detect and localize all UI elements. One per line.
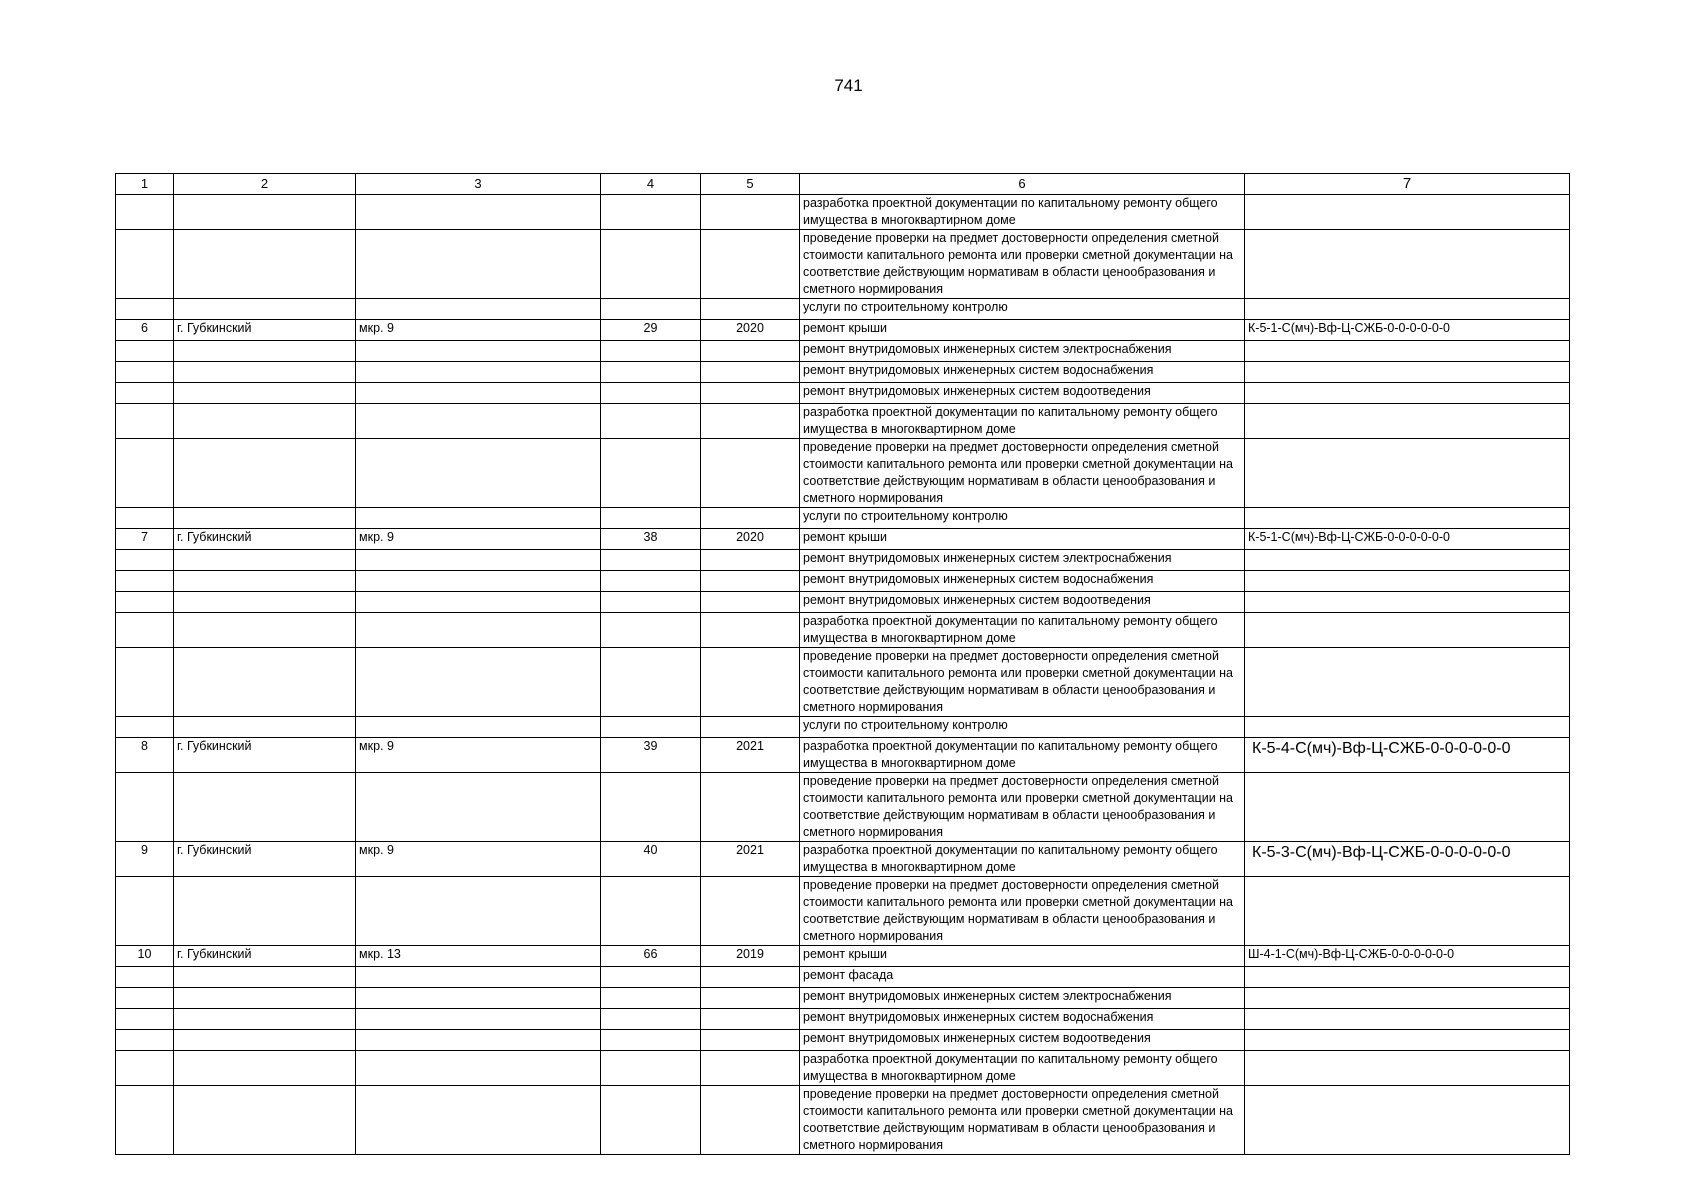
cell-year — [701, 592, 800, 613]
cell-city — [174, 508, 356, 529]
cell-house: 39 — [601, 738, 701, 773]
cell-city — [174, 1086, 356, 1155]
cell-house-code — [1245, 717, 1570, 738]
table-row — [116, 529, 1570, 550]
cell-city — [174, 877, 356, 946]
column-header-3: 3 — [356, 174, 601, 195]
repair-program-table — [115, 173, 1570, 1155]
cell-house — [601, 341, 701, 362]
table-row — [116, 717, 1570, 738]
cell-house — [601, 508, 701, 529]
cell-city — [174, 717, 356, 738]
page-number: 741 — [834, 76, 863, 95]
cell-work-type: ремонт внутридомовых инженерных систем электроснабжения — [800, 988, 1245, 1009]
cell-house — [601, 773, 701, 842]
cell-work-type: проведение проверки на предмет достоверности определения сметной стоимости капитального ремонта или проверки сметной документации на соответствие действующим нормативам в области ценообразования и сметного нормирования — [800, 439, 1245, 508]
cell-house-code — [1245, 592, 1570, 613]
table-row — [116, 967, 1570, 988]
table-row — [116, 383, 1570, 404]
cell-house-code — [1245, 439, 1570, 508]
cell-city — [174, 404, 356, 439]
cell-work-type: ремонт внутридомовых инженерных систем водоснабжения — [800, 362, 1245, 383]
cell-year — [701, 773, 800, 842]
table-row — [116, 404, 1570, 439]
cell-year — [701, 613, 800, 648]
cell-house — [601, 1009, 701, 1030]
cell-city — [174, 195, 356, 230]
cell-house: 38 — [601, 529, 701, 550]
cell-street — [356, 383, 601, 404]
cell-number — [116, 362, 174, 383]
cell-city: г. Губкинский — [174, 946, 356, 967]
column-header-7: 7 — [1245, 174, 1570, 195]
column-header-6: 6 — [800, 174, 1245, 195]
cell-street — [356, 550, 601, 571]
table-row — [116, 842, 1570, 877]
cell-number — [116, 299, 174, 320]
cell-year — [701, 383, 800, 404]
cell-city — [174, 299, 356, 320]
cell-work-type: ремонт внутридомовых инженерных систем водоотведения — [800, 1030, 1245, 1051]
cell-work-type: разработка проектной документации по капитальному ремонту общего имущества в многоквартирном доме — [800, 842, 1245, 877]
table-row — [116, 571, 1570, 592]
cell-house-code — [1245, 571, 1570, 592]
cell-city — [174, 967, 356, 988]
cell-house-code — [1245, 299, 1570, 320]
table-row — [116, 230, 1570, 299]
cell-street — [356, 404, 601, 439]
cell-number — [116, 550, 174, 571]
cell-year — [701, 1009, 800, 1030]
cell-number — [116, 195, 174, 230]
cell-year — [701, 571, 800, 592]
table-row — [116, 362, 1570, 383]
table-row — [116, 550, 1570, 571]
cell-street — [356, 1030, 601, 1051]
cell-street: мкр. 9 — [356, 320, 601, 341]
cell-house-code — [1245, 383, 1570, 404]
cell-year — [701, 1086, 800, 1155]
cell-city — [174, 362, 356, 383]
cell-house — [601, 967, 701, 988]
cell-city — [174, 571, 356, 592]
table-row — [116, 508, 1570, 529]
cell-year — [701, 508, 800, 529]
cell-work-type: ремонт фасада — [800, 967, 1245, 988]
cell-house — [601, 877, 701, 946]
cell-work-type: разработка проектной документации по капитальному ремонту общего имущества в многоквартирном доме — [800, 1051, 1245, 1086]
cell-work-type: разработка проектной документации по капитальному ремонту общего имущества в многоквартирном доме — [800, 195, 1245, 230]
cell-house-code — [1245, 550, 1570, 571]
cell-street: мкр. 13 — [356, 946, 601, 967]
column-header-2: 2 — [174, 174, 356, 195]
cell-work-type: ремонт внутридомовых инженерных систем водоотведения — [800, 592, 1245, 613]
cell-house — [601, 383, 701, 404]
cell-house — [601, 1030, 701, 1051]
cell-city: г. Губкинский — [174, 842, 356, 877]
cell-year — [701, 299, 800, 320]
cell-street — [356, 195, 601, 230]
cell-number — [116, 648, 174, 717]
cell-number — [116, 1030, 174, 1051]
cell-work-type: проведение проверки на предмет достоверности определения сметной стоимости капитального ремонта или проверки сметной документации на соответствие действующим нормативам в области ценообразования и сметного нормирования — [800, 773, 1245, 842]
cell-work-type: услуги по строительному контролю — [800, 508, 1245, 529]
cell-year — [701, 550, 800, 571]
cell-work-type: ремонт внутридомовых инженерных систем электроснабжения — [800, 341, 1245, 362]
cell-year: 2019 — [701, 946, 800, 967]
cell-street: мкр. 9 — [356, 529, 601, 550]
cell-house-code — [1245, 1030, 1570, 1051]
cell-number — [116, 967, 174, 988]
cell-house-code: К-5-3-С(мч)-Вф-Ц-СЖБ-0-0-0-0-0-0 — [1245, 842, 1570, 877]
cell-house-code — [1245, 404, 1570, 439]
table-row — [116, 1051, 1570, 1086]
cell-street — [356, 967, 601, 988]
cell-street — [356, 773, 601, 842]
table-row — [116, 341, 1570, 362]
cell-house: 66 — [601, 946, 701, 967]
cell-number — [116, 613, 174, 648]
cell-city: г. Губкинский — [174, 529, 356, 550]
cell-city: г. Губкинский — [174, 738, 356, 773]
cell-house-code — [1245, 1086, 1570, 1155]
cell-street — [356, 439, 601, 508]
cell-number — [116, 1009, 174, 1030]
cell-house — [601, 550, 701, 571]
cell-street — [356, 1051, 601, 1086]
cell-street — [356, 299, 601, 320]
cell-work-type: ремонт внутридомовых инженерных систем электроснабжения — [800, 550, 1245, 571]
cell-year — [701, 988, 800, 1009]
cell-year — [701, 404, 800, 439]
cell-street — [356, 1009, 601, 1030]
cell-year — [701, 362, 800, 383]
table-row — [116, 299, 1570, 320]
table-row — [116, 988, 1570, 1009]
cell-number: 10 — [116, 946, 174, 967]
cell-work-type: проведение проверки на предмет достоверности определения сметной стоимости капитального ремонта или проверки сметной документации на соответствие действующим нормативам в области ценообразования и сметного нормирования — [800, 1086, 1245, 1155]
cell-number — [116, 404, 174, 439]
cell-year: 2020 — [701, 529, 800, 550]
cell-year: 2020 — [701, 320, 800, 341]
table-row — [116, 946, 1570, 967]
cell-street: мкр. 9 — [356, 842, 601, 877]
cell-city — [174, 648, 356, 717]
cell-street — [356, 717, 601, 738]
cell-city — [174, 439, 356, 508]
cell-street — [356, 592, 601, 613]
cell-house — [601, 195, 701, 230]
cell-number — [116, 439, 174, 508]
cell-city — [174, 1051, 356, 1086]
cell-work-type: ремонт крыши — [800, 529, 1245, 550]
cell-year — [701, 648, 800, 717]
cell-house-code — [1245, 988, 1570, 1009]
cell-house-code — [1245, 1009, 1570, 1030]
cell-year — [701, 1030, 800, 1051]
cell-work-type: разработка проектной документации по капитальному ремонту общего имущества в многоквартирном доме — [800, 738, 1245, 773]
cell-work-type: ремонт крыши — [800, 946, 1245, 967]
cell-year — [701, 717, 800, 738]
cell-work-type: проведение проверки на предмет достоверности определения сметной стоимости капитального ремонта или проверки сметной документации на соответствие действующим нормативам в области ценообразования и сметного нормирования — [800, 230, 1245, 299]
cell-year — [701, 967, 800, 988]
cell-year — [701, 230, 800, 299]
cell-number — [116, 592, 174, 613]
cell-street — [356, 613, 601, 648]
cell-work-type: разработка проектной документации по капитальному ремонту общего имущества в многоквартирном доме — [800, 404, 1245, 439]
cell-house-code — [1245, 967, 1570, 988]
column-header-4: 4 — [601, 174, 701, 195]
table-row — [116, 613, 1570, 648]
cell-city — [174, 550, 356, 571]
cell-city — [174, 1030, 356, 1051]
cell-number: 7 — [116, 529, 174, 550]
cell-house-code — [1245, 230, 1570, 299]
cell-house-code: К-5-4-С(мч)-Вф-Ц-СЖБ-0-0-0-0-0-0 — [1245, 738, 1570, 773]
cell-house-code: Ш-4-1-С(мч)-Вф-Ц-СЖБ-0-0-0-0-0-0 — [1245, 946, 1570, 967]
cell-city — [174, 592, 356, 613]
cell-year — [701, 1051, 800, 1086]
cell-work-type: ремонт внутридомовых инженерных систем водоотведения — [800, 383, 1245, 404]
cell-house — [601, 613, 701, 648]
cell-city — [174, 341, 356, 362]
cell-house: 29 — [601, 320, 701, 341]
cell-number: 6 — [116, 320, 174, 341]
cell-house — [601, 571, 701, 592]
cell-street — [356, 988, 601, 1009]
cell-house-code — [1245, 195, 1570, 230]
cell-house — [601, 1086, 701, 1155]
cell-number — [116, 877, 174, 946]
cell-work-type: проведение проверки на предмет достоверности определения сметной стоимости капитального ремонта или проверки сметной документации на соответствие действующим нормативам в области ценообразования и сметного нормирования — [800, 648, 1245, 717]
cell-work-type: ремонт крыши — [800, 320, 1245, 341]
cell-city: г. Губкинский — [174, 320, 356, 341]
table-row — [116, 320, 1570, 341]
table-row — [116, 738, 1570, 773]
cell-work-type: услуги по строительному контролю — [800, 299, 1245, 320]
cell-house — [601, 592, 701, 613]
cell-city — [174, 773, 356, 842]
cell-house-code — [1245, 1051, 1570, 1086]
cell-number: 8 — [116, 738, 174, 773]
cell-number — [116, 341, 174, 362]
cell-house — [601, 1051, 701, 1086]
table-row — [116, 439, 1570, 508]
cell-work-type: ремонт внутридомовых инженерных систем водоснабжения — [800, 571, 1245, 592]
table-row — [116, 648, 1570, 717]
cell-number: 9 — [116, 842, 174, 877]
cell-house — [601, 717, 701, 738]
cell-number — [116, 1086, 174, 1155]
cell-city — [174, 383, 356, 404]
cell-house — [601, 230, 701, 299]
cell-city — [174, 230, 356, 299]
cell-house-code: К-5-1-С(мч)-Вф-Ц-СЖБ-0-0-0-0-0-0 — [1245, 529, 1570, 550]
table-row — [116, 1086, 1570, 1155]
cell-year: 2021 — [701, 738, 800, 773]
cell-house — [601, 648, 701, 717]
column-header-5: 5 — [701, 174, 800, 195]
cell-year — [701, 877, 800, 946]
cell-street — [356, 230, 601, 299]
cell-house — [601, 362, 701, 383]
cell-number — [116, 383, 174, 404]
cell-number — [116, 1051, 174, 1086]
cell-house — [601, 404, 701, 439]
cell-work-type: услуги по строительному контролю — [800, 717, 1245, 738]
table-body — [116, 195, 1570, 1155]
column-header-1: 1 — [116, 174, 174, 195]
cell-year — [701, 195, 800, 230]
cell-house-code: К-5-1-С(мч)-Вф-Ц-СЖБ-0-0-0-0-0-0 — [1245, 320, 1570, 341]
cell-street — [356, 508, 601, 529]
cell-street — [356, 877, 601, 946]
cell-year — [701, 341, 800, 362]
table-row — [116, 773, 1570, 842]
cell-house-code — [1245, 877, 1570, 946]
cell-year — [701, 439, 800, 508]
cell-city — [174, 1009, 356, 1030]
cell-number — [116, 773, 174, 842]
cell-street — [356, 1086, 601, 1155]
table-row — [116, 592, 1570, 613]
cell-house-code — [1245, 362, 1570, 383]
cell-street — [356, 571, 601, 592]
cell-number — [116, 717, 174, 738]
cell-street — [356, 362, 601, 383]
cell-year: 2021 — [701, 842, 800, 877]
cell-house: 40 — [601, 842, 701, 877]
cell-number — [116, 988, 174, 1009]
cell-city — [174, 613, 356, 648]
cell-street — [356, 341, 601, 362]
table-row — [116, 1030, 1570, 1051]
cell-street: мкр. 9 — [356, 738, 601, 773]
cell-house — [601, 439, 701, 508]
cell-house-code — [1245, 508, 1570, 529]
table-row — [116, 195, 1570, 230]
cell-house-code — [1245, 773, 1570, 842]
cell-house — [601, 299, 701, 320]
cell-house-code — [1245, 648, 1570, 717]
header-row — [116, 174, 1570, 195]
cell-number — [116, 571, 174, 592]
cell-house-code — [1245, 613, 1570, 648]
cell-number — [116, 508, 174, 529]
cell-work-type: ремонт внутридомовых инженерных систем водоснабжения — [800, 1009, 1245, 1030]
table-row — [116, 877, 1570, 946]
cell-work-type: проведение проверки на предмет достоверности определения сметной стоимости капитального ремонта или проверки сметной документации на соответствие действующим нормативам в области ценообразования и сметного нормирования — [800, 877, 1245, 946]
cell-house — [601, 988, 701, 1009]
table-row — [116, 1009, 1570, 1030]
cell-street — [356, 648, 601, 717]
cell-number — [116, 230, 174, 299]
cell-house-code — [1245, 341, 1570, 362]
cell-work-type: разработка проектной документации по капитальному ремонту общего имущества в многоквартирном доме — [800, 613, 1245, 648]
cell-city — [174, 988, 356, 1009]
